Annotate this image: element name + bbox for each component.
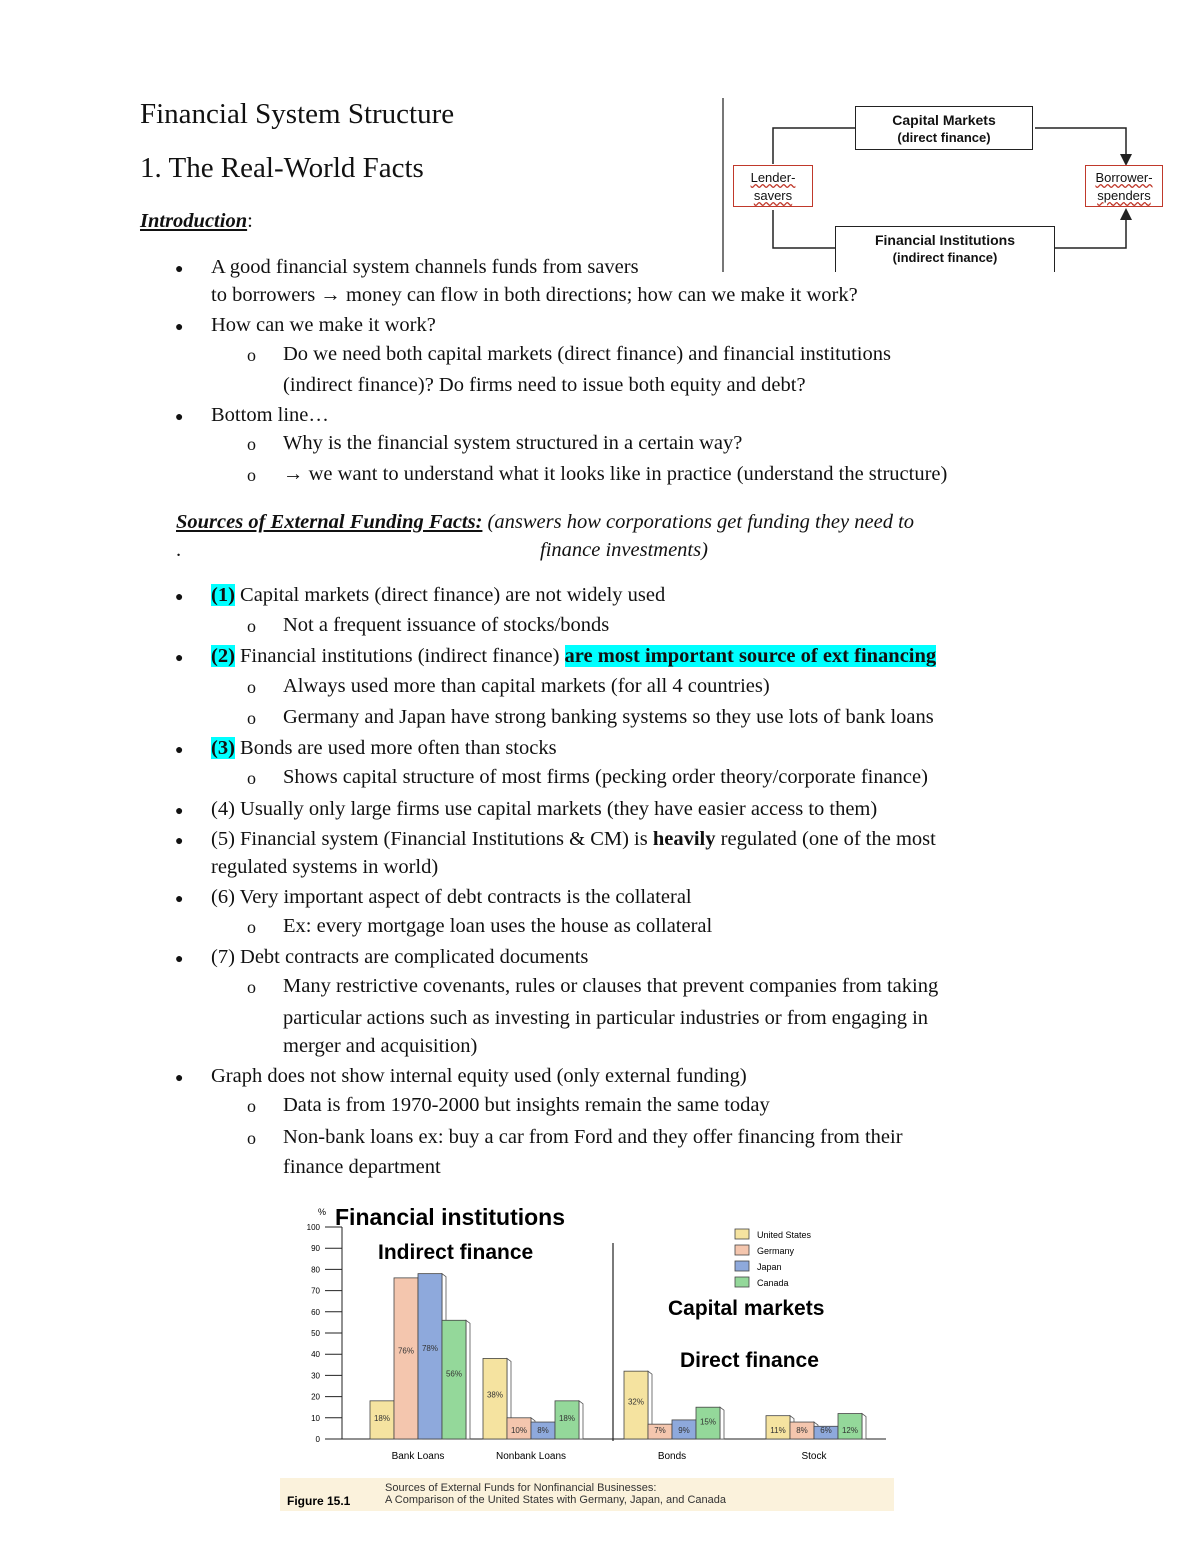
bar-canada-bank-loans: [442, 1320, 466, 1439]
arrow-icon: →: [320, 283, 341, 306]
arrow-lender-to-cm: [773, 128, 855, 164]
sources-note-2: finance investments): [540, 539, 708, 561]
fact-3-number: (3): [211, 737, 235, 759]
fact-1: [211, 583, 665, 607]
bar-value-label: 12%: [841, 1426, 859, 1435]
graph-sub2-line2: finance department: [283, 1156, 441, 1178]
b1-rest: money can flow in both directions; how can we make it work?: [340, 284, 858, 306]
fact-2-number: (2): [211, 645, 235, 667]
fact-bullet-2: [175, 644, 183, 671]
bullet-dot: ●: [175, 320, 184, 335]
intro-bullet-3: [175, 403, 183, 430]
fact-6-sub: Ex: every mortgage loan uses the house as collateral: [283, 915, 713, 937]
fact-6: (6) Very important aspect of debt contracts is the collateral: [211, 886, 692, 908]
fact-3-text: Bonds are used more often than stocks: [234, 737, 557, 759]
legend-swatch: [735, 1229, 749, 1239]
intro-b3-sub2: [283, 462, 947, 486]
sub-bullet: o: [247, 616, 256, 636]
fact-bullet-7: [175, 945, 183, 972]
capital-markets-sub: (direct finance): [897, 130, 991, 145]
y-tick-label: 50: [311, 1329, 320, 1338]
y-tick-label: 20: [311, 1392, 320, 1402]
sub-bullet: o: [247, 345, 256, 365]
lender-savers-box: [733, 165, 813, 207]
fact-1-text: Capital markets (direct finance) are not widely used: [234, 584, 666, 606]
arrow-cm-to-borrower: [1035, 128, 1126, 160]
external-funds-chart: [280, 1195, 900, 1515]
borrower-spenders-box: [1085, 165, 1163, 207]
sub-bullet: o: [247, 434, 256, 454]
fact-3: [211, 736, 557, 760]
intro-heading-line: [140, 209, 253, 233]
sub-bullet: o: [247, 1128, 256, 1148]
y-tick-label: 10: [311, 1413, 320, 1423]
sub-bullet: o: [247, 977, 256, 997]
legend-swatch: [735, 1277, 749, 1287]
bullet-dot: ●: [175, 590, 184, 605]
sub-bullet: o: [247, 708, 256, 728]
fact-5-bold: heavily: [652, 828, 716, 850]
legend-label: United States: [757, 1230, 812, 1240]
y-tick-label: 90: [311, 1244, 320, 1254]
fact-5-c: regulated (one of the most: [715, 828, 936, 850]
capital-markets-label: Capital Markets: [892, 112, 996, 128]
financial-institutions-sub: (indirect finance): [892, 250, 998, 265]
legend-label: Canada: [757, 1278, 789, 1288]
y-axis-label: %: [318, 1207, 327, 1217]
arrow-lender-to-fi: [773, 210, 835, 248]
bar-side: [720, 1407, 724, 1439]
bullet-dot: ●: [175, 834, 184, 849]
sub-bullet: o: [247, 1096, 256, 1116]
chart-title-indirect-finance: Indirect finance: [378, 1241, 534, 1264]
figure-label: Figure 15.1: [287, 1494, 351, 1508]
bar-value-label: 56%: [445, 1369, 463, 1379]
bar-germany-bank-loans: [394, 1278, 418, 1439]
fact-bullet-1: [175, 583, 183, 610]
bullet-dot: ●: [175, 804, 184, 819]
fact-2: [211, 644, 936, 668]
sub-bullet: o: [247, 768, 256, 788]
y-tick-label: 40: [311, 1350, 320, 1360]
intro-b1-line1: A good financial system channels funds from savers: [211, 256, 639, 278]
intro-b3-sub1: Why is the financial system structured in a certain way?: [283, 432, 743, 454]
bar-value-label: 32%: [627, 1397, 645, 1407]
fact-5: [211, 827, 936, 851]
fact-2-highlight: are most important source of ext financing: [564, 645, 937, 667]
legend-label: Japan: [757, 1262, 782, 1272]
intro-bullet-2: [175, 313, 183, 340]
category-label: Stock: [801, 1451, 827, 1462]
bar-side: [466, 1320, 470, 1439]
intro-colon: :: [247, 210, 253, 232]
sources-heading-line: [176, 510, 914, 534]
sources-dot: .: [176, 539, 182, 561]
y-tick-label: 70: [311, 1286, 320, 1296]
bullet-dot: ●: [175, 1071, 184, 1086]
section-heading: 1. The Real-World Facts: [140, 152, 424, 184]
b3-sub2-text: we want to understand what it looks like in practice (understand the structure): [303, 463, 948, 485]
y-tick-label: 30: [311, 1371, 320, 1381]
fact-2-text: Financial institutions (indirect finance): [234, 645, 565, 667]
intro-b3: Bottom line…: [211, 404, 329, 426]
bullet-dot: ●: [175, 743, 184, 758]
fact-2-sub2: Germany and Japan have strong banking systems so they use lots of bank loans: [283, 706, 934, 728]
bar-japan-bank-loans: [418, 1274, 442, 1439]
lender-label: Lender-: [750, 170, 796, 185]
graph-bullet: [175, 1064, 183, 1091]
y-tick-label: 100: [306, 1223, 320, 1232]
fact-bullet-4: [175, 797, 183, 824]
legend-swatch: [735, 1261, 749, 1271]
category-label: Bank Loans: [391, 1451, 445, 1462]
sources-heading: Sources of External Funding Facts:: [176, 511, 483, 533]
y-tick-label: 0: [315, 1435, 320, 1444]
bar-value-label: 8%: [537, 1426, 549, 1435]
bullet-dot: ●: [175, 262, 184, 277]
chart-title-financial-institutions: Financial institutions: [335, 1204, 566, 1230]
y-tick-label: 60: [311, 1307, 320, 1317]
spenders-label: spenders: [1097, 188, 1151, 203]
intro-bullet-1: [175, 255, 183, 282]
bar-value-label: 15%: [699, 1417, 717, 1427]
bar-value-label: 9%: [678, 1426, 690, 1435]
financial-institutions-box: [835, 226, 1055, 272]
fact-7-sub-line2: particular actions such as investing in particular industries or from engaging in: [283, 1007, 929, 1029]
financial-institutions-label: Financial Institutions: [874, 232, 1015, 248]
fact-bullet-3: [175, 736, 183, 763]
fact-1-sub: Not a frequent issuance of stocks/bonds: [283, 614, 610, 636]
legend-label: Germany: [757, 1246, 795, 1256]
bar-value-label: 18%: [558, 1414, 576, 1424]
fact-bullet-6: [175, 885, 183, 912]
bar-value-label: 38%: [486, 1390, 504, 1400]
intro-b1-line2: [211, 283, 858, 307]
fact-1-number: (1): [211, 584, 235, 606]
fact-2-sub1: Always used more than capital markets (for all 4 countries): [283, 675, 770, 697]
savers-label: savers: [753, 188, 793, 203]
fact-7: (7) Debt contracts are complicated documents: [211, 946, 589, 968]
legend-swatch: [735, 1245, 749, 1255]
arrow-icon: →: [283, 462, 304, 485]
y-tick-label: 80: [311, 1265, 320, 1275]
sub-bullet: o: [247, 465, 256, 485]
category-label: Nonbank Loans: [495, 1451, 567, 1462]
fact-7-sub-line3: merger and acquisition): [283, 1035, 478, 1057]
fact-7-sub-line1: Many restrictive covenants, rules or clauses that prevent companies from taking: [283, 975, 939, 997]
sub-bullet: o: [247, 917, 256, 937]
page-title: Financial System Structure: [140, 98, 455, 130]
chart-title-capital-markets: Capital markets: [668, 1297, 825, 1320]
bullet-dot: ●: [175, 892, 184, 907]
bar-side: [579, 1401, 583, 1439]
category-label: Bonds: [657, 1451, 687, 1462]
bar-value-label: 11%: [770, 1426, 786, 1435]
graph-sub1: Data is from 1970-2000 but insights remain the same today: [283, 1094, 770, 1116]
bar-value-label: 78%: [421, 1344, 439, 1354]
bar-value-label: 10%: [510, 1426, 528, 1435]
bullet-dot: ●: [175, 952, 184, 967]
intro-heading: Introduction: [140, 210, 248, 232]
b1-text: to borrowers: [211, 284, 316, 306]
fact-4: (4) Usually only large firms use capital markets (they have easier access to them): [211, 798, 878, 820]
bar-value-label: 18%: [373, 1414, 391, 1424]
chart-title-direct-finance: Direct finance: [680, 1349, 819, 1372]
bar-side: [862, 1414, 866, 1439]
intro-b2-sub1-line2: (indirect finance)? Do firms need to issue both equity and debt?: [283, 374, 806, 396]
sources-note-1: (answers how corporations get funding they need to: [482, 511, 915, 533]
arrow-fi-to-borrower: [1055, 214, 1126, 248]
intro-b2: How can we make it work?: [211, 314, 436, 336]
intro-b2-sub1-line1: Do we need both capital markets (direct finance) and financial institutions: [283, 343, 891, 365]
borrower-label: Borrower-: [1095, 170, 1153, 185]
bar-value-label: 6%: [820, 1426, 832, 1435]
capital-markets-box: [855, 106, 1033, 150]
bar-value-label: 8%: [796, 1426, 808, 1435]
bar-value-label: 7%: [654, 1426, 666, 1435]
bullet-dot: ●: [175, 410, 184, 425]
fact-3-sub: Shows capital structure of most firms (pecking order theory/corporate finance): [283, 766, 928, 788]
fact-5-line2: regulated systems in world): [211, 856, 439, 878]
bullet-dot: ●: [175, 651, 184, 666]
graph-note: Graph does not show internal equity used (only external funding): [211, 1065, 747, 1087]
figure-caption-line2: A Comparison of the United States with Germany, Japan, and Canada: [385, 1494, 726, 1506]
fact-5-a: (5) Financial system (Financial Institutions & CM) is: [211, 828, 653, 850]
graph-sub2-line1: Non-bank loans ex: buy a car from Ford and they offer financing from their: [283, 1126, 903, 1148]
sub-bullet: o: [247, 677, 256, 697]
fact-bullet-5: [175, 827, 183, 854]
figure-caption-line1: Sources of External Funds for Nonfinancial Businesses:: [385, 1482, 657, 1494]
bar-value-label: 76%: [397, 1346, 415, 1356]
